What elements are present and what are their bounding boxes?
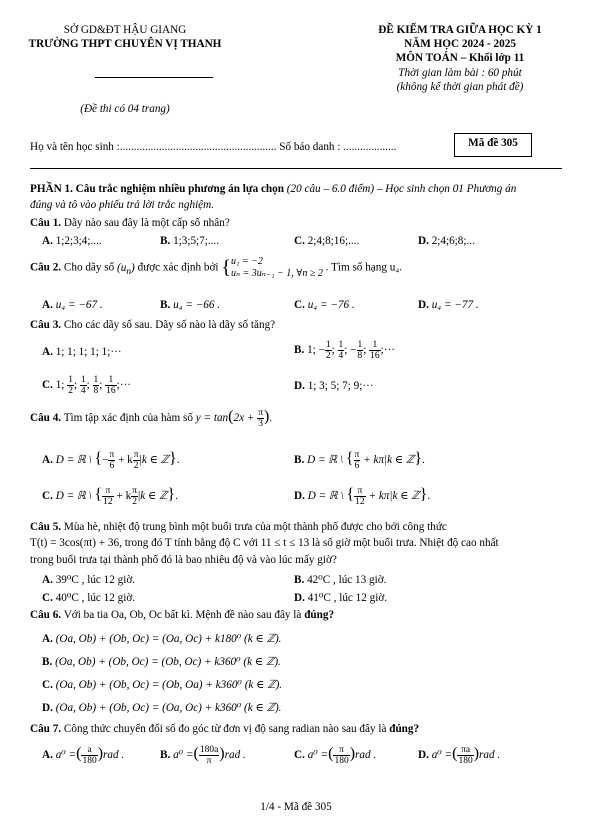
q1-stem — [30, 217, 230, 229]
q7-label: Câu 7. — [30, 723, 62, 735]
q6-option-a: A. (Oa, Ob) + (Ob, Oc) = (Oa, Oc) + k180⁰ (k ∈ ℤ). — [42, 633, 282, 645]
school-name: TRƯỜNG THPT CHUYÊN VỊ THANH — [28, 38, 222, 50]
q3-option-d: D. 1; 3; 5; 7; 9;··· — [294, 380, 374, 392]
q7-option-b: B. a⁰ =( $\frac{180a}{\pi}$ )rad . — [160, 745, 246, 766]
q5-option-c: C. 40⁰C , lúc 12 giờ. — [42, 592, 136, 604]
part1-note: (20 câu – 6.0 điểm) – Học sinh chọn 01 Phương án — [286, 183, 517, 195]
header-divider — [95, 77, 213, 78]
q4-label: Câu 4. — [30, 412, 62, 425]
q5-stem-line3: trong buổi trưa tại thành phố đó là bao nhiêu độ và vào lúc mấy giờ? — [30, 554, 337, 566]
q1-option-c: C. 2;4;8;16;.... — [294, 235, 360, 247]
q3-option-c: C. 1; $\frac{1}{2}$ ; $\frac{1}{4}$ ; $\frac{1}{8}$ ; $\frac{1}{16}$ ;··· — [42, 375, 131, 396]
q3-option-b: B. 1; − $\frac{1}{2}$ ; $\frac{1}{4}$ ; − $\frac{1}{8}$ ; $\frac{1}{16}$ ;··· — [294, 340, 395, 361]
pages-note: (Đề thi có 04 trang) — [80, 103, 170, 115]
q6-stem: Câu 6. Với ba tia Oa, Ob, Oc bất kì. Mệnh đề nào sau đây là đúng? — [30, 609, 335, 621]
q1-option-a: A. 1;2;3;4;.... — [42, 235, 102, 247]
exam-code: Mã đề 305 — [468, 137, 518, 149]
q6-option-d: D. (Oa, Ob) + (Ob, Oc) = (Oa, Oc) + k360⁰ (k ∈ ℤ). — [42, 702, 282, 714]
q1-option-d: D. 2;4;6;8;... — [418, 235, 475, 247]
q7-option-a: A. a⁰ =( $\frac{a}{180}$ )rad . — [42, 745, 125, 766]
q2-stem: Câu 2. Cho dãy số $(u_n)$ được xác định bởi {u₁ = −2 uₙ = 3uₙ₋₁ − 1, ∀n ≥ 2 . Tìm số hạng u₄. — [30, 256, 403, 279]
q2-option-c: C. u₄ = −76 . — [294, 299, 355, 311]
q5-option-d: D. 41⁰C , lúc 12 giờ. — [294, 592, 388, 604]
q7-option-d: D. a⁰ =( $\frac{\pi a}{180}$ )rad . — [418, 745, 501, 766]
q3-stem: Câu 3. Cho các dãy số sau. Dãy số nào là dãy số tăng? — [30, 319, 276, 331]
q4-option-b: B. D = ℝ \ { $\frac{\pi}{6}$ + kπ|k ∈ ℤ}. — [294, 450, 425, 471]
duration-note: (không kể thời gian phát đề) — [396, 81, 524, 93]
part1-note2: đúng và tô vào phiếu trả lời trắc nghiệm. — [30, 199, 215, 211]
page-footer: 1/4 - Mã đề 305 — [260, 801, 332, 813]
q7-option-c: C. a⁰ =( $\frac{\pi}{180}$ )rad . — [294, 745, 377, 766]
q3-option-a: A. 1; 1; 1; 1; 1;··· — [42, 346, 122, 358]
q1-option-b: B. 1;3;5;7;.... — [160, 235, 220, 247]
q5-stem-line1: Câu 5. Mùa hè, nhiệt độ trung bình một buổi trưa của một thành phố được cho bởi công thức — [30, 521, 447, 533]
q3-label: Câu 3. — [30, 319, 62, 331]
part1-heading — [30, 183, 516, 195]
q6-option-b: B. (Oa, Ob) + (Ob, Oc) = (Ob, Oc) + k360⁰ (k ∈ ℤ). — [42, 656, 281, 668]
subject: MÔN TOÁN – Khối lớp 11 — [395, 52, 525, 64]
exam-title: ĐỀ KIỂM TRA GIỮA HỌC KỲ 1 — [378, 24, 542, 36]
q5-stem-line2: T(t) = 3cos(πt) + 36, trong đó T tính bằng độ C với 11 ≤ t ≤ 13 là số giờ một buổi trưa. Nhiệt độ cao nhất — [30, 537, 499, 549]
q4-option-a: A. D = ℝ \ {− $\frac{\pi}{6}$ + k $\frac{\pi}{2}$ |k ∈ ℤ}. — [42, 450, 180, 471]
section-divider — [30, 168, 562, 169]
q4-option-d: D. D = ℝ \ { $\frac{\pi}{12}$ + kπ|k ∈ ℤ}. — [294, 486, 431, 507]
student-info: Họ và tên học sinh :........................................................ Số báo danh : ................... — [30, 141, 397, 153]
q2-label: Câu 2. — [30, 261, 62, 274]
q4-option-c: C. D = ℝ \ { $\frac{\pi}{12}$ + k $\frac{\pi}{2}$ |k ∈ ℤ}. — [42, 486, 178, 507]
q5-option-a: A. 39⁰C , lúc 12 giờ. — [42, 574, 136, 586]
q7-stem: Câu 7. Công thức chuyển đổi số đo góc từ đơn vị độ sang radian nào sau đây là đúng? — [30, 723, 420, 735]
q6-option-c: C. (Oa, Ob) + (Ob, Oc) = (Ob, Oa) + k360⁰ (k ∈ ℤ). — [42, 679, 283, 691]
duration: Thời gian làm bài : 60 phút — [398, 67, 522, 79]
q6-label: Câu 6. — [30, 609, 62, 621]
school-year: NĂM HỌC 2024 - 2025 — [404, 38, 516, 50]
q1-label: Câu 1. — [30, 217, 62, 229]
part1-title: PHẦN 1. Câu trắc nghiệm nhiều phương án lựa chọn — [30, 183, 284, 195]
q1-text: Dãy nào sau đây là một cấp số nhân? — [63, 217, 230, 229]
q4-stem: Câu 4. Tìm tập xác định của hàm số y = tan(2x + $\frac{\pi}{3}$ ). — [30, 408, 273, 429]
q5-option-b: B. 42⁰C , lúc 13 giờ. — [294, 574, 387, 586]
q5-label: Câu 5. — [30, 521, 62, 533]
school-dept: SỞ GD&ĐT HẬU GIANG — [63, 24, 187, 36]
q2-option-d: D. u₄ = −77 . — [418, 299, 479, 311]
q2-option-a: A. u₄ = −67 . — [42, 299, 103, 311]
q2-option-b: B. u₄ = −66 . — [160, 299, 221, 311]
